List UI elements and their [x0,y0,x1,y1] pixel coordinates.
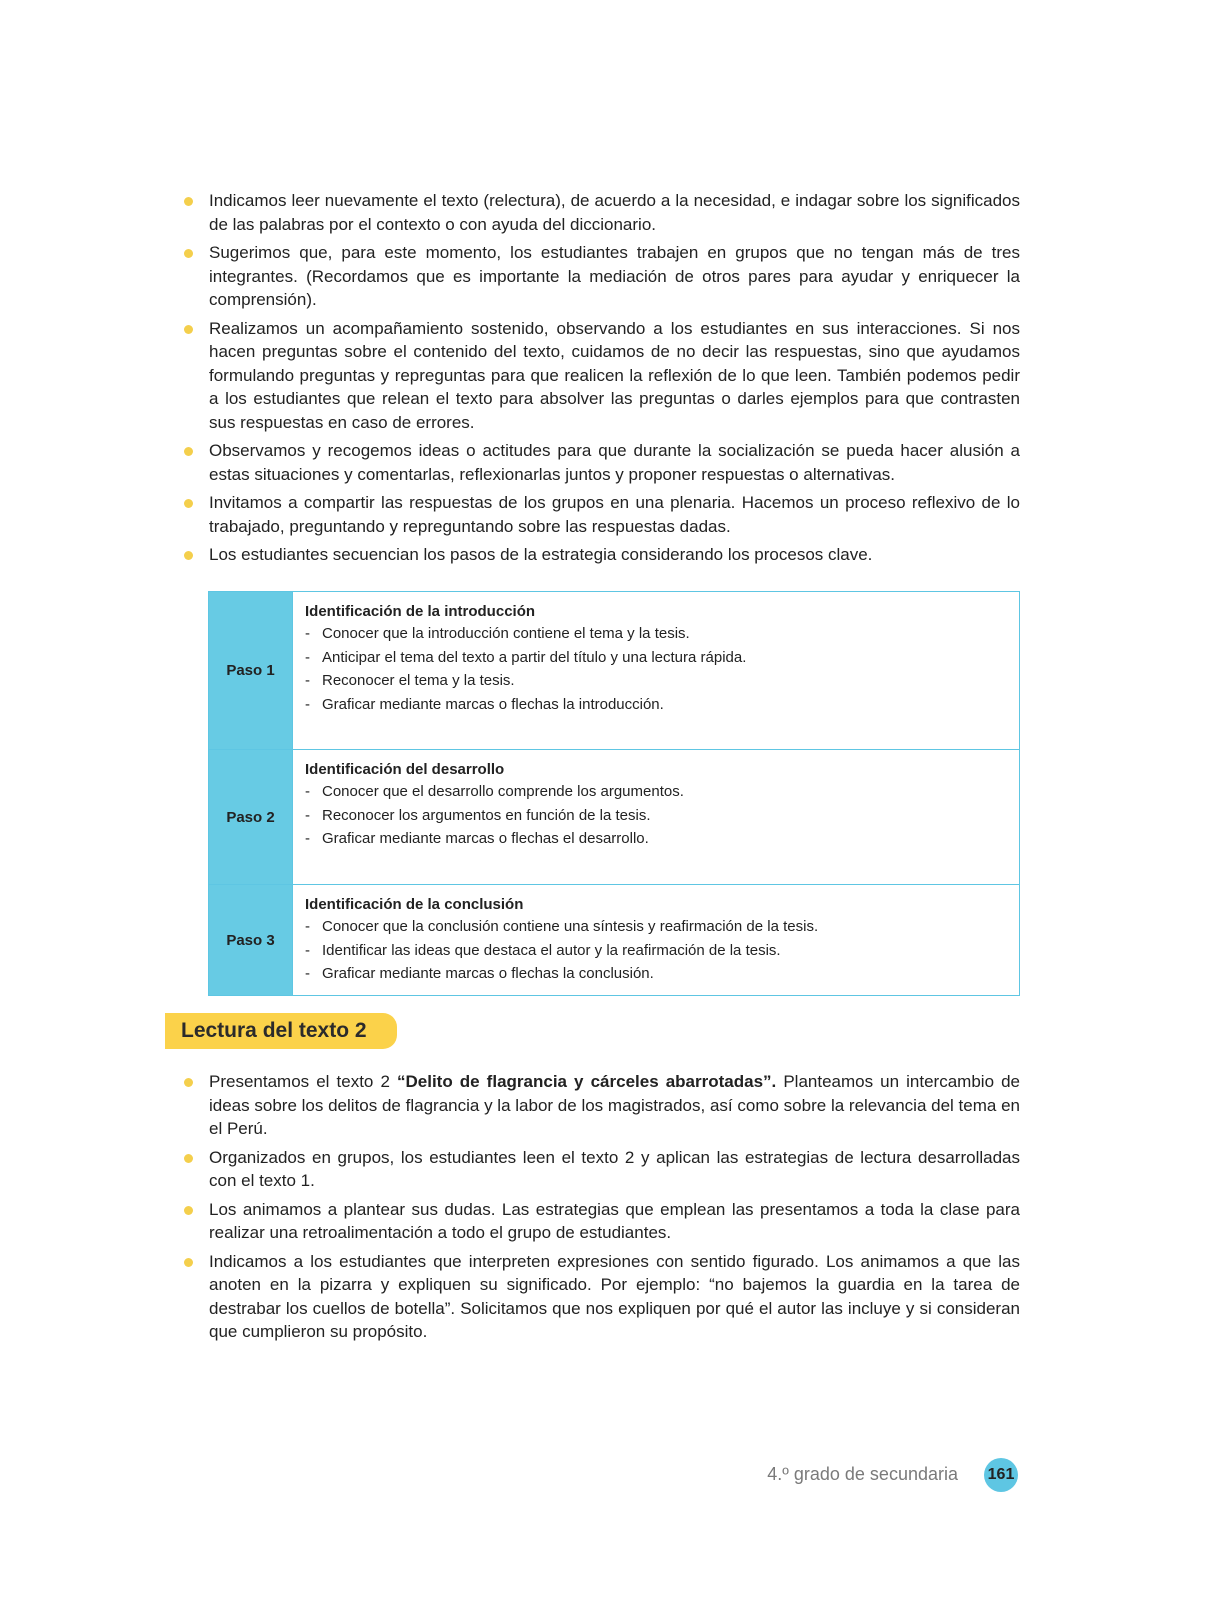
step-label: Paso 3 [209,885,293,995]
list-item: Observamos y recogemos ideas o actitudes para que durante la socialización se pueda hacer alusión a estas situaciones y comentarlas, reflexionarlas juntos y proponer respuestas o alternativas. [184,439,1020,486]
bullet-list-reading [184,1070,1020,1349]
step-item: - Conocer que la introducción contiene el tema y la tesis. [305,622,1007,646]
step-title: Identificación de la conclusión [305,896,524,913]
list-item: Indicamos leer nuevamente el texto (relectura), de acuerdo a la necesidad, e indagar sobre los significados de las palabras por el contexto o con ayuda del diccionario. [184,189,1020,236]
bullet-icon [184,197,193,206]
text-title: “Delito de flagrancia y cárceles abarrotadas”. [396,1072,777,1091]
step-label: Paso 2 [209,750,293,884]
bullet-icon [184,499,193,508]
list-item: Indicamos a los estudiantes que interpreten expresiones con sentido figurado. Los animamos a que las anoten en la pizarra y expliquen su significado. Por ejemplo: “no bajemos la guardia en la tarea de destrabar los cuellos de botella”. Solicitamos que nos expliquen por qué el autor las incluye y si consideran que cumplieron su propósito. [184,1250,1020,1344]
step-item: - Reconocer el tema y la tesis. [305,669,1007,693]
step-content [293,750,1019,884]
page-number: 161 [984,1458,1018,1492]
list-item: Los estudiantes secuencian los pasos de la estrategia considerando los procesos clave. [184,543,1020,567]
section-heading-text: Lectura del texto 2 [181,1019,367,1042]
list-item: Realizamos un acompañamiento sostenido, observando a los estudiantes en sus interacciones. Si nos hacen preguntas sobre el contenido del texto, cuidamos de no decir las respuestas, sino que ayudamos formulando preguntas y repreguntas para que realicen la reflexión de lo que leen. También podemos pedir a los estudiantes que relean el texto para absolver las preguntas o darles ejemplos para que contrasten sus respuestas en caso de errores. [184,317,1020,435]
step-content [293,592,1019,749]
list-item: Invitamos a compartir las respuestas de los grupos en una plenaria. Hacemos un proceso reflexivo de lo trabajado, preguntando y repreguntando sobre las respuestas dadas. [184,491,1020,538]
list-item: Los animamos a plantear sus dudas. Las estrategias que emplean las presentamos a toda la clase para realizar una retroalimentación a todo el grupo de estudiantes. [184,1198,1020,1245]
step-item: - Conocer que el desarrollo comprende los argumentos. [305,780,1007,804]
step-label: Paso 1 [209,592,293,749]
bullet-icon [184,447,193,456]
step-items [305,622,1007,716]
step-item: - Graficar mediante marcas o flechas la introducción. [305,693,1007,717]
step-item: - Graficar mediante marcas o flechas el desarrollo. [305,827,1007,851]
bullet-icon [184,1258,193,1267]
list-item: Sugerimos que, para este momento, los estudiantes trabajen en grupos que no tengan más de tres integrantes. (Recordamos que es importante la mediación de otros pares para ayudar y enriquecer la comprensión). [184,241,1020,312]
bullet-icon [184,1154,193,1163]
footer-grade: 4.º grado de secundaria [767,1464,958,1484]
step-title: Identificación de la introducción [305,603,536,620]
steps-table [208,591,1020,996]
bullet-icon [184,325,193,334]
step-item: - Identificar las ideas que destaca el autor y la reafirmación de la tesis. [305,939,1007,963]
bullet-icon [184,1078,193,1087]
step-item: - Reconocer los argumentos en función de la tesis. [305,804,1007,828]
step-title: Identificación del desarrollo [305,761,505,778]
step-items [305,780,1007,851]
list-item: Presentamos el texto 2 “Delito de flagrancia y cárceles abarrotadas”. Planteamos un intercambio de ideas sobre los delitos de flagrancia y la labor de los magistrados, así como sobre la relevancia del tema en el Perú. [184,1070,1020,1141]
bullet-icon [184,249,193,258]
step-item: - Anticipar el tema del texto a partir del título y una lectura rápida. [305,646,1007,670]
step-row-3 [209,884,1019,995]
bullet-icon [184,551,193,560]
step-item: - Graficar mediante marcas o flechas la conclusión. [305,962,1007,986]
step-row-1 [209,592,1019,749]
step-content [293,885,1019,995]
bullet-list-strategies [184,189,1020,572]
bullet-icon [184,1206,193,1215]
section-heading [165,1013,397,1049]
step-row-2 [209,749,1019,884]
step-items [305,915,1007,986]
step-item: - Conocer que la conclusión contiene una síntesis y reafirmación de la tesis. [305,915,1007,939]
list-item: Organizados en grupos, los estudiantes leen el texto 2 y aplican las estrategias de lectura desarrolladas con el texto 1. [184,1146,1020,1193]
